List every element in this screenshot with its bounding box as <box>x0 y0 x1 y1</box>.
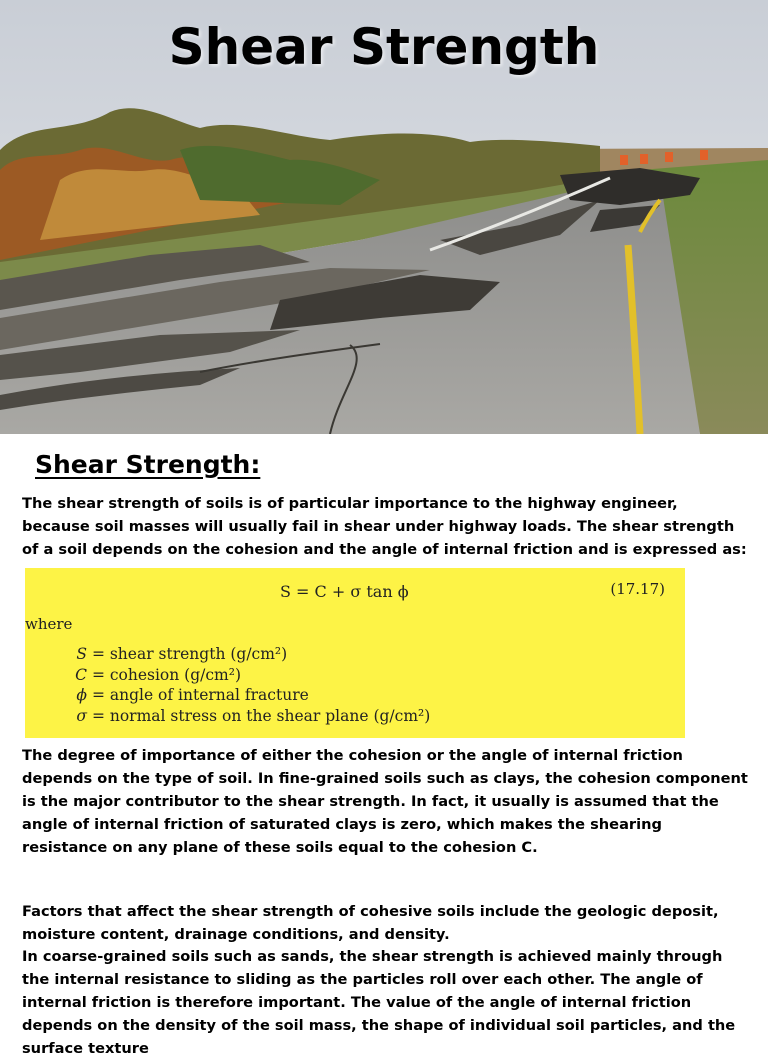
equation-number: (17.17) <box>610 580 665 598</box>
shear-strength-equation: S = C + σ tan ϕ <box>280 582 409 601</box>
definition-row <box>73 685 430 706</box>
paragraph-cohesion: The degree of importance of either the cohesion or the angle of internal friction depends on the type of soil. In fine-grained soils such as clays, the cohesion component is the major contributor to the shear strength. In fact, it usually is assumed that the angle of internal friction of saturated clays is zero, which makes the shearing resistance on any plane of these soils equal to the cohesion C. <box>22 747 748 856</box>
variable-description: = shear strength (g/cm²) <box>91 645 288 663</box>
variable-description: = angle of internal fracture <box>91 686 309 704</box>
formula-box <box>25 568 685 738</box>
variable-symbol: ϕ <box>76 686 87 704</box>
where-label: where <box>25 615 73 633</box>
variable-description: = cohesion (g/cm²) <box>91 665 242 684</box>
definition-row <box>73 706 430 727</box>
paragraph-intro: The shear strength of soils is of particular importance to the highway engineer, because soil masses will usually fail in shear under highway loads. The shear strength of a soil depends on the cohesion and the angle of internal friction and is expressed as: <box>22 495 747 558</box>
variable-symbol: S <box>76 645 87 663</box>
page-title: Shear Strength <box>168 18 600 76</box>
section-heading: Shear Strength: <box>35 450 261 479</box>
variable-definitions <box>73 644 430 726</box>
definition-row <box>73 665 430 686</box>
paragraph-coarse-grained: In coarse-grained soils such as sands, the shear strength is achieved mainly through the internal resistance to sliding as the particles roll over each other. The angle of internal friction is therefore important. The value of the angle of internal friction depends on the density of the soil mass, the shape of individual soil particles, and the surface texture <box>22 948 736 1057</box>
definition-row <box>73 644 430 665</box>
hero-photo <box>0 0 768 434</box>
paragraph-factors: Factors that affect the shear strength of cohesive soils include the geologic deposit, moisture content, drainage conditions, and density. <box>22 903 719 943</box>
variable-symbol: C <box>75 665 87 684</box>
variable-symbol: σ <box>76 706 87 725</box>
variable-description: = normal stress on the shear plane (g/cm²) <box>91 706 431 725</box>
